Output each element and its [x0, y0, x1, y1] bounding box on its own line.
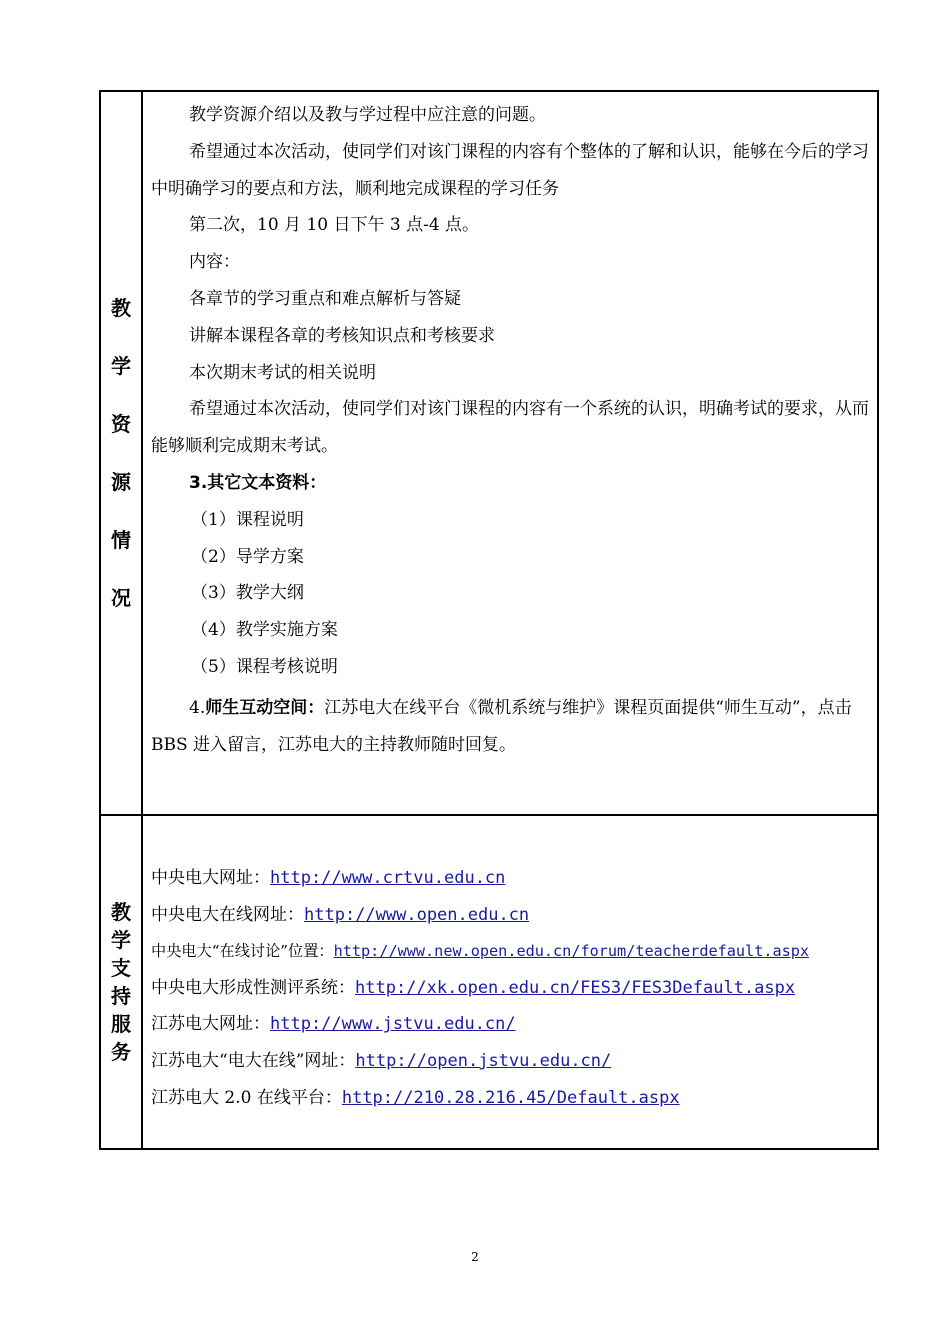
paragraph: 讲解本课程各章的考核知识点和考核要求: [189, 325, 495, 346]
link-label: 江苏电大 2.0 在线平台：: [151, 1087, 342, 1108]
interaction-label: 师生互动空间：: [205, 697, 325, 718]
link-label: 江苏电大“电大在线”网址：: [151, 1050, 356, 1071]
link-row: [151, 897, 869, 934]
teaching-support-row: [100, 815, 878, 1149]
label-char: 情: [111, 528, 131, 552]
interaction-paragraph: [151, 690, 869, 764]
list-item: （4）教学实施方案: [191, 620, 338, 641]
interaction-number: 4.: [189, 697, 206, 718]
paragraph: 教学资源介绍以及教与学过程中应注意的问题。: [189, 105, 546, 125]
link-label: 江苏电大网址：: [151, 1014, 270, 1035]
teaching-resources-content: [143, 92, 877, 814]
assessment-system-link[interactable]: http://xk.open.edu.cn/FES3/FES3Default.aspx: [355, 977, 796, 998]
teaching-resources-row: [100, 91, 878, 815]
label-char: 况: [111, 586, 131, 610]
link-label: 中央电大在线网址：: [151, 904, 304, 925]
paragraph: 希望通过本次活动，使同学们对该门课程的内容有一个系统的认识，明确考试的要求，从而能够顺利完成期末考试。: [151, 399, 869, 457]
other-materials-heading: 3.其它文本资料：: [189, 472, 327, 493]
label-char: 务: [111, 1040, 131, 1064]
label-char: 教: [111, 900, 131, 924]
teaching-support-label: [111, 898, 131, 1066]
label-char: 资: [111, 412, 131, 436]
label-char: 教: [111, 296, 131, 320]
link-row: [151, 1080, 869, 1117]
label-char: 服: [111, 1012, 131, 1036]
link-label: 中央电大网址：: [151, 868, 270, 888]
link-row: [151, 970, 869, 1007]
teaching-support-content-cell: [142, 815, 878, 1149]
list-item: （3）教学大纲: [191, 583, 304, 604]
jstvu-online-link[interactable]: http://open.jstvu.edu.cn/: [355, 1050, 612, 1071]
forum-link[interactable]: http://www.new.open.edu.cn/forum/teacherdefault.aspx: [333, 942, 810, 961]
label-char: 学: [111, 928, 131, 952]
link-row: [151, 1006, 869, 1043]
crtvu-link[interactable]: http://www.crtvu.edu.cn: [270, 868, 506, 888]
paragraph: 第二次，10 月 10 日下午 3 点-4 点。: [189, 215, 480, 236]
open-edu-link[interactable]: http://www.open.edu.cn: [304, 904, 530, 925]
page-number: 2: [471, 1250, 479, 1264]
teaching-resources-content-cell: [142, 91, 878, 815]
teaching-support-links: [143, 816, 877, 1148]
teaching-resources-label-cell: [100, 91, 142, 815]
list-item: （2）导学方案: [191, 546, 304, 567]
label-char: 学: [111, 354, 131, 378]
content-table: [99, 90, 879, 1150]
label-char: 源: [111, 470, 131, 494]
list-item: （5）课程考核说明: [191, 656, 338, 677]
label-char: 支: [111, 956, 131, 980]
jstvu-platform-link[interactable]: http://210.28.216.45/Default.aspx: [341, 1087, 680, 1108]
list-item: （1）课程说明: [191, 509, 304, 530]
teaching-support-label-cell: [100, 815, 142, 1149]
paragraph: 各章节的学习重点和难点解析与答疑: [189, 288, 461, 309]
link-label: 中央电大形成性测评系统：: [151, 977, 355, 998]
label-char: 持: [111, 984, 131, 1008]
paragraph: 内容：: [189, 252, 240, 273]
link-row: [151, 860, 869, 897]
jstvu-link[interactable]: http://www.jstvu.edu.cn/: [270, 1014, 516, 1035]
link-row: [151, 1043, 869, 1080]
paragraph: 希望通过本次活动，使同学们对该门课程的内容有个整体的了解和认识，能够在今后的学习中明确学习的要点和方法，顺利地完成课程的学习任务: [151, 141, 869, 199]
link-row: [151, 933, 869, 970]
link-label: 中央电大“在线讨论”位置：: [151, 942, 334, 961]
paragraph: 本次期末考试的相关说明: [189, 362, 376, 383]
teaching-resources-label: [111, 279, 131, 627]
interaction-text: 江苏电大在线平台《微机系统与维护》课程页面提供“师生互动”，点击 BBS 进入留言，江苏电大的主持教师随时回复。: [151, 697, 852, 755]
